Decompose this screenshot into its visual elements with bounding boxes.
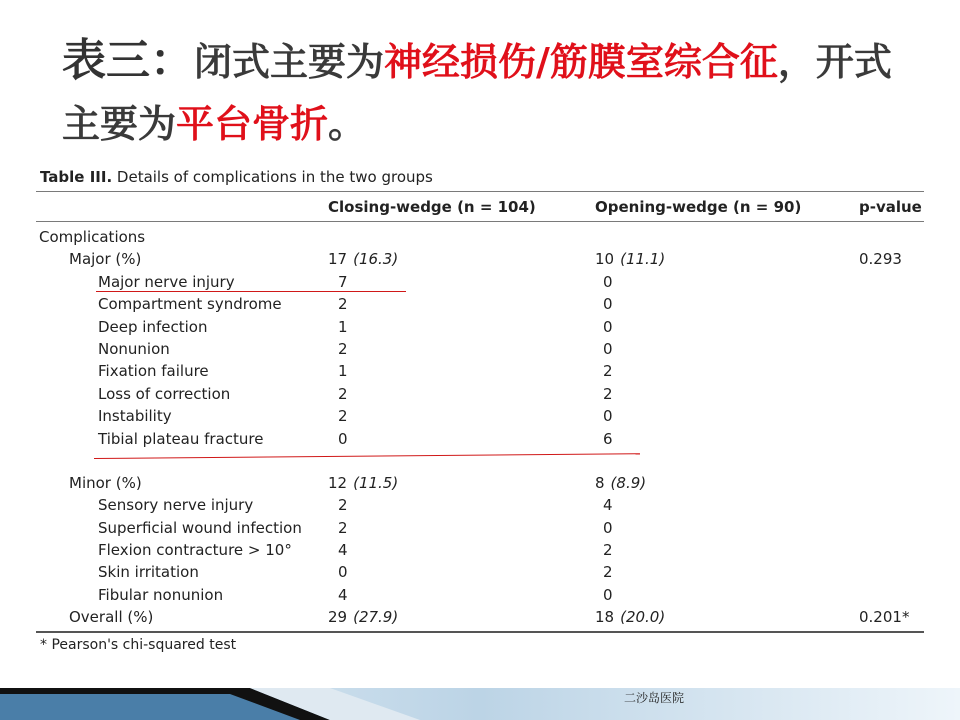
row-closing: 1 (338, 317, 348, 336)
table-row (36, 271, 924, 293)
header-pvalue: p-value (859, 198, 922, 216)
complications-table (36, 163, 924, 653)
table-row (36, 539, 924, 561)
minor-row (36, 472, 924, 494)
caption-label: Table III. (40, 168, 113, 186)
row-opening: 0 (603, 407, 613, 426)
table-row (36, 338, 924, 360)
row-label: Fibular nonunion (98, 585, 224, 604)
title-part4: 。 (328, 102, 367, 146)
major-pvalue: 0.293 (859, 250, 902, 269)
title-highlight1: 神经损伤/筋膜室综合征 (384, 40, 778, 84)
annotation-underline-1 (96, 291, 406, 292)
row-label: Superficial wound infection (98, 518, 302, 537)
major-closing: 17 (16.3) (328, 250, 399, 269)
major-label: Major (%) (69, 250, 142, 269)
row-closing: 4 (338, 585, 348, 604)
table-row (36, 293, 924, 315)
table-row (36, 428, 924, 450)
header-rule (36, 221, 924, 222)
overall-opening: 18 (20.0) (595, 608, 666, 627)
section-row (36, 226, 924, 248)
title-prefix: 表三： (62, 35, 194, 86)
row-opening: 2 (603, 362, 613, 381)
row-label: Tibial plateau fracture (98, 429, 264, 448)
row-opening: 0 (603, 295, 613, 314)
row-opening: 0 (603, 518, 613, 537)
row-opening: 0 (603, 585, 613, 604)
hospital-name: 二沙岛医院 (624, 691, 685, 705)
overall-pvalue: 0.201* (859, 608, 910, 627)
row-label: Deep infection (98, 317, 208, 336)
row-closing: 2 (338, 518, 348, 537)
section-label: Complications (39, 228, 146, 246)
title-highlight2: 平台骨折 (176, 102, 329, 146)
minor-label: Minor (%) (69, 473, 142, 492)
row-label: Loss of correction (98, 384, 231, 403)
row-label: Sensory nerve injury (98, 496, 254, 515)
title-part2: ，开式 (777, 40, 892, 84)
header-opening: Opening-wedge (n = 90) (595, 198, 802, 216)
table-row (36, 383, 924, 405)
row-opening: 4 (603, 496, 613, 515)
major-opening: 10 (11.1) (595, 250, 666, 269)
row-opening: 0 (603, 339, 613, 358)
caption-text: Details of complications in the two groups (112, 168, 433, 186)
overall-closing: 29 (27.9) (328, 608, 399, 627)
table-row (36, 561, 924, 583)
minor-opening: 8 (8.9) (595, 473, 647, 492)
row-opening: 2 (603, 384, 613, 403)
row-label: Flexion contracture > 10° (98, 541, 292, 560)
row-closing: 4 (338, 541, 348, 560)
row-closing: 2 (338, 339, 348, 358)
slide-title (62, 30, 942, 155)
table-caption (36, 163, 924, 191)
row-label: Skin irritation (98, 563, 199, 582)
overall-row (36, 606, 924, 628)
row-opening: 6 (603, 429, 613, 448)
table-row (36, 360, 924, 382)
overall-label: Overall (%) (69, 608, 154, 627)
row-opening: 0 (603, 317, 613, 336)
table-row (36, 584, 924, 606)
table-row (36, 405, 924, 427)
row-closing: 2 (338, 295, 348, 314)
row-closing: 2 (338, 384, 348, 403)
major-row (36, 248, 924, 270)
minor-closing: 12 (11.5) (328, 473, 399, 492)
bottom-rule (36, 631, 924, 633)
footer-bar (0, 688, 960, 720)
header-closing: Closing-wedge (n = 104) (328, 198, 536, 216)
table-header (36, 192, 924, 221)
row-closing: 2 (338, 407, 348, 426)
table-row (36, 494, 924, 516)
title-part1: 闭式主要为 (194, 40, 385, 84)
title-part3: 主要为 (62, 102, 177, 146)
table-footnote: * Pearson's chi-squared test (40, 636, 237, 653)
row-label: Instability (98, 407, 172, 426)
row-label: Compartment syndrome (98, 295, 282, 314)
row-opening: 2 (603, 563, 613, 582)
row-label: Major nerve injury (98, 272, 235, 291)
row-label: Nonunion (98, 339, 170, 358)
row-closing: 0 (338, 563, 348, 582)
row-closing: 7 (338, 272, 348, 291)
row-opening: 0 (603, 272, 613, 291)
row-opening: 2 (603, 541, 613, 560)
row-label: Fixation failure (98, 362, 209, 381)
row-closing: 0 (338, 429, 348, 448)
row-closing: 2 (338, 496, 348, 515)
table-row (36, 517, 924, 539)
row-closing: 1 (338, 362, 348, 381)
table-row (36, 316, 924, 338)
